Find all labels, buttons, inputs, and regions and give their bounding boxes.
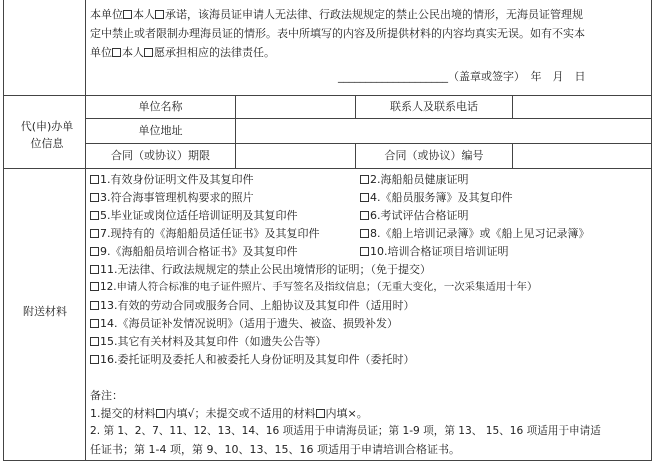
attachment-text: 6.考试评估合格证明 — [370, 209, 469, 222]
attachment-text: 11.无法律、行政法规规定的禁止公民出境情形的证明；（免于提交） — [100, 263, 431, 276]
attachment-text: 16.委托证明及委托人和被委托人身份证明及其复印件（委托时） — [100, 353, 415, 366]
attachment-checkbox[interactable] — [90, 355, 99, 364]
attachment-item[interactable] — [360, 246, 509, 257]
table-right-border — [651, 0, 652, 461]
unit-name-label: 单位名称 — [138, 100, 183, 113]
attachment-text: 5.毕业证或岗位适任培训证明及其复印件 — [100, 209, 298, 222]
attachment-item[interactable] — [90, 300, 415, 311]
declaration-line-2: 定中禁止或者限制办理海员证的情形。表中所填写的内容及所提供材料的内容均真实无误。如有不实本 — [90, 27, 585, 40]
contract-col-divider-a — [235, 143, 236, 168]
attachment-checkbox[interactable] — [90, 265, 99, 274]
attachment-item[interactable] — [360, 174, 469, 185]
agent-section-label-1: 代(申)办单 — [20, 120, 74, 133]
attachment-checkbox[interactable] — [90, 319, 99, 328]
note-1 — [90, 408, 368, 419]
attachment-item[interactable] — [90, 336, 327, 347]
label-column-divider — [85, 0, 86, 461]
contract-col-divider-c — [512, 143, 513, 168]
attachment-item[interactable] — [90, 228, 320, 239]
attachment-item[interactable] — [90, 210, 298, 221]
declaration-text-1: 承诺，该海员证申请人无法律、行政法规规定的禁止公民出境的情形，无海员证管理规 — [165, 8, 583, 21]
attachment-item[interactable] — [90, 282, 537, 292]
attachment-text: 15.其它有关材料及其复印件（如遗失公告等） — [100, 335, 327, 348]
note-checkbox-1 — [156, 409, 165, 418]
attachment-checkbox[interactable] — [90, 193, 99, 202]
agent-section-label-2: 位信息 — [30, 137, 64, 150]
unit-address-label: 单位地址 — [138, 124, 183, 137]
note-2-line-1: 2. 第 1、2、7、11、12、13、14、16 项适用于申请海员证；第 1-9 项，第 13、 15、16 项适用于申请适 — [90, 425, 601, 437]
attachment-item[interactable] — [360, 210, 469, 221]
note-1-text-c: 内填×。 — [325, 407, 368, 420]
attachment-checkbox[interactable] — [90, 301, 99, 310]
attachment-checkbox[interactable] — [360, 193, 369, 202]
declaration-text-3: 愿承担相应的法律责任。 — [154, 46, 275, 59]
declaration-unit-text: 本单位 — [90, 8, 123, 21]
attachment-checkbox[interactable] — [90, 337, 99, 346]
attachment-checkbox[interactable] — [90, 175, 99, 184]
checkbox-unit-2[interactable] — [112, 48, 121, 57]
attachment-text: 2.海船船员健康证明 — [370, 173, 469, 186]
attachments-label: 附送材料 — [23, 305, 67, 318]
signature-line: ____________________（盖章或签字） 年 月 日 — [338, 70, 586, 83]
contact-label: 联系人及联系电话 — [390, 100, 478, 113]
contract-number-label: 合同（或协议）编号 — [384, 149, 484, 162]
contract-period-label: 合同（或协议）期限 — [111, 149, 210, 162]
attachment-item[interactable] — [90, 318, 398, 329]
declaration-unit-text-2: 单位 — [90, 46, 112, 59]
row-divider-unit-name — [85, 118, 652, 119]
declaration-line-3 — [90, 47, 275, 58]
declaration-person-text-2: 本人 — [122, 46, 144, 59]
unit-name-col-divider — [235, 95, 236, 119]
contact-col-divider-b — [512, 95, 513, 119]
checkbox-unit[interactable] — [123, 10, 132, 19]
row-divider-agent-section — [3, 168, 652, 169]
note-1-text-b: 内填√；未提交或不适用的材料 — [165, 407, 316, 420]
address-col-divider — [235, 118, 236, 143]
attachment-item[interactable] — [360, 228, 590, 239]
attachment-checkbox[interactable] — [360, 175, 369, 184]
notes-title: 备注： — [90, 389, 123, 402]
attachment-item[interactable] — [360, 192, 513, 203]
attachment-checkbox[interactable] — [360, 229, 369, 238]
declaration-person-text: 本人 — [133, 8, 155, 21]
attachment-text: 13.有效的劳动合同或服务合同、上船协议及其复印件（适用时） — [100, 299, 415, 312]
note-1-text-a: 1.提交的材料 — [90, 407, 156, 420]
attachment-text: 4.《船员服务簿》及其复印件 — [370, 191, 513, 204]
declaration-line-1 — [90, 9, 583, 20]
attachment-checkbox[interactable] — [90, 247, 99, 256]
attachment-item[interactable] — [90, 192, 254, 203]
attachment-text: 12.申请人符合标准的电子证件照片、手写签名及指纹信息；（无重大变化，一次采集适用十年） — [100, 281, 538, 293]
attachment-text: 3.符合海事管理机构要求的照片 — [100, 191, 254, 204]
attachment-text: 8.《船上培训记录簿》或《船上见习记录簿》 — [370, 227, 590, 240]
attachment-text: 7.现持有的《海船船员适任证书》及其复印件 — [100, 227, 320, 240]
attachment-checkbox[interactable] — [360, 247, 369, 256]
checkbox-person[interactable] — [155, 10, 164, 19]
attachment-checkbox[interactable] — [360, 211, 369, 220]
attachment-item[interactable] — [90, 354, 415, 365]
attachment-item[interactable] — [90, 264, 431, 275]
table-left-border — [3, 0, 4, 461]
attachment-checkbox[interactable] — [90, 211, 99, 220]
row-divider-declaration — [3, 95, 652, 96]
attachment-text: 1.有效身份证明文件及其复印件 — [100, 173, 254, 186]
attachment-checkbox[interactable] — [90, 282, 99, 291]
attachment-text: 9.《海船船员培训合格证书》及其复印件 — [100, 245, 298, 258]
checkbox-person-2[interactable] — [144, 48, 153, 57]
note-2-line-2: 任证书；第 1-4 项，第 9、10、13、15、16 项适用于申请培训合格证书。 — [90, 443, 460, 456]
attachment-text: 10.培训合格证项目培训证明 — [370, 245, 509, 258]
attachment-checkbox[interactable] — [90, 229, 99, 238]
row-divider-unit-address — [85, 143, 652, 144]
attachment-text: 14.《海员证补发情况说明》（适用于遗失、被盗、损毁补发） — [100, 317, 398, 330]
attachment-item[interactable] — [90, 174, 254, 185]
attachment-item[interactable] — [90, 246, 298, 257]
note-checkbox-2 — [316, 409, 325, 418]
